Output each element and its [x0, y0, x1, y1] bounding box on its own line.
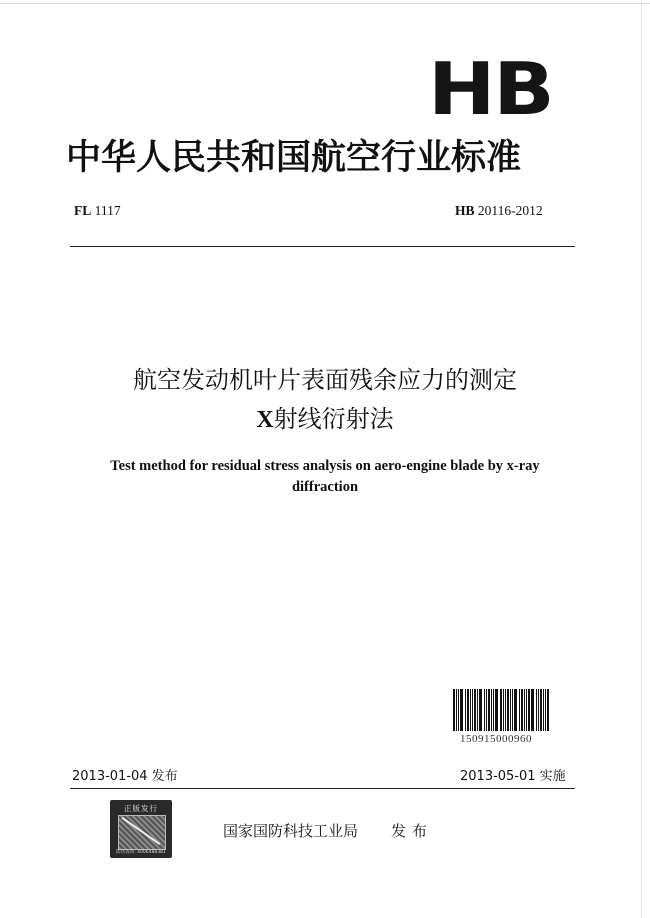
- hb-logo: HB: [428, 47, 553, 131]
- barcode-bar: [453, 689, 455, 731]
- standard-code-number: 20116-2012: [477, 203, 543, 218]
- barcode-bar: [540, 689, 542, 731]
- barcode-bar: [491, 689, 492, 731]
- barcode-bar: [538, 689, 539, 731]
- implementation-date: 2013-05-01 实施: [460, 769, 566, 784]
- title-cn-line1: 航空发动机叶片表面残余应力的测定: [133, 366, 517, 394]
- anti-counterfeit-stamp: [110, 800, 172, 858]
- bottom-divider: [70, 788, 575, 789]
- classification-prefix: FL: [74, 203, 92, 218]
- publish-word: 发布: [391, 822, 434, 840]
- barcode-bar: [536, 689, 537, 731]
- classification-code: [74, 203, 121, 219]
- standard-code: [455, 203, 543, 219]
- publisher: 国家国防科技工业局: [223, 822, 359, 840]
- barcode-bar: [519, 689, 520, 731]
- barcode-bar: [479, 689, 482, 731]
- page-edge: [0, 3, 650, 4]
- barcode-bar: [472, 689, 473, 731]
- barcode-bar: [495, 689, 498, 731]
- barcode-number: 150915000960: [460, 733, 532, 745]
- barcode-bar: [547, 689, 549, 731]
- barcode-bar: [543, 689, 544, 731]
- stamp-footer: 防伪查询: 4006488381: [116, 850, 166, 855]
- barcode-bar: [493, 689, 494, 731]
- barcode-bar: [484, 689, 485, 731]
- barcode-bar: [465, 689, 466, 731]
- barcode-bar: [514, 689, 517, 731]
- barcode-bar: [470, 689, 471, 731]
- page-edge-right: [641, 0, 642, 918]
- barcode-bar: [500, 689, 502, 731]
- barcode-bar: [528, 689, 530, 731]
- barcode-bar: [505, 689, 506, 731]
- barcode-bar: [488, 689, 490, 731]
- barcode-bar: [460, 689, 463, 731]
- barcode-bar: [467, 689, 469, 731]
- barcode-bar: [503, 689, 504, 731]
- barcode-bar: [545, 689, 546, 731]
- barcode-bar: [521, 689, 523, 731]
- barcode-bar: [512, 689, 513, 731]
- barcode-bar: [458, 689, 459, 731]
- top-divider: [70, 246, 575, 247]
- barcode-bar: [510, 689, 511, 731]
- barcode-bar: [474, 689, 476, 731]
- title-cn-line2-prefix: X: [256, 407, 274, 433]
- issue-date: 2013-01-04 发布: [72, 769, 178, 784]
- barcode-bar: [456, 689, 457, 731]
- barcode-bar: [507, 689, 509, 731]
- barcode-bar: [477, 689, 478, 731]
- title-cn-line2: [0, 402, 650, 437]
- standard-code-prefix: HB: [455, 203, 475, 218]
- title-cn-line2-text: 射线衍射法: [273, 405, 394, 433]
- title-en: Test method for residual stress analysis on aero-engine blade by x-ray diffraction: [110, 458, 540, 495]
- barcode-bar: [526, 689, 527, 731]
- barcode-bar: [531, 689, 534, 731]
- stamp-header: 正版发行: [124, 804, 158, 813]
- barcode-bar: [486, 689, 487, 731]
- barcode-bar: [524, 689, 525, 731]
- barcode: [453, 689, 572, 731]
- standard-series-title: 中华人民共和国航空行业标准: [66, 138, 522, 178]
- classification-number: 1117: [94, 203, 121, 218]
